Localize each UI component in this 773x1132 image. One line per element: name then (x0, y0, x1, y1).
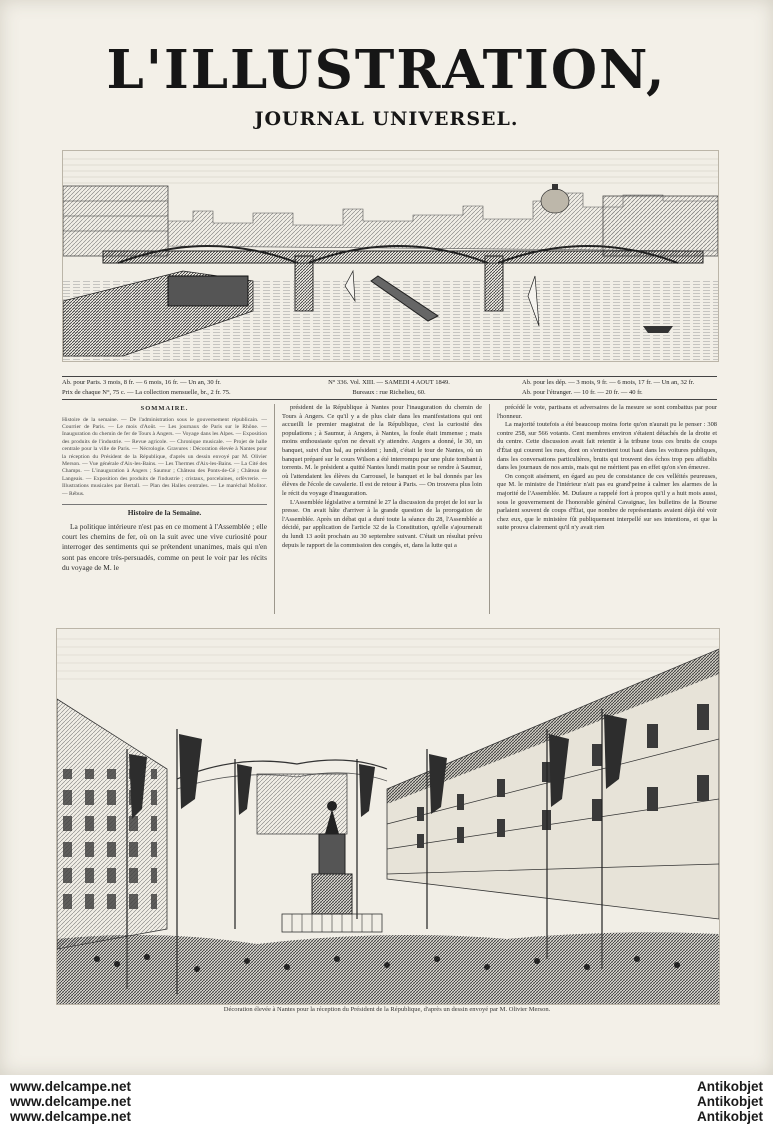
issue-number-date: N° 336. Vol. XIII. — SAMEDI 4 AOUT 1849. (328, 379, 450, 386)
seller-footer (0, 1075, 773, 1132)
column-1 (62, 404, 267, 573)
column-3-paragraph-3: On conçoit aisément, en égard au peu de consistance de ces velléités peureuses, que M. le ministre de l'intérieur n'ait pas eu grand'peine à calmer les alarmes de la majorité de l'Assemblée. M. Dufaure a rappelé fort à propos qu'il y a huit mois aussi, sous le gouvernement de l'honorable général Cavaignac, les bulletins de la Bourse parlaient souvent de coups d'État, que nombre de représentants avaient déjà été voir chez eux, que le ministère fût publiquement interpellé sur ses intentions, et que la suite prouva clairement qu'il n'y avait rien (497, 472, 717, 532)
column-rule (489, 404, 490, 614)
subscription-abroad-prices: Ab. pour l'étranger. — 10 fr. — 20 fr. — 40 fr. (522, 389, 643, 396)
column-3-paragraph-1: précédé le vote, partisans et adversaires de la mesure se sont combattus par pour l'honneur. (497, 404, 717, 420)
nantes-decoration-engraving (56, 628, 720, 1005)
issue-info-strip (62, 376, 717, 400)
footer-left (10, 1079, 131, 1124)
histoire-text: La politique intérieure n'est pas en ce moment à l'Assemblée ; elle court les chemins de fer, où on la suit avec une vive curiosité pour interroger des sentiments qui se prétendent unanimes, mais qui n'en sont pas encore très-persuadés, comme on peut le voir par les récits du voyage de M. le (62, 521, 267, 572)
footer-site-link[interactable]: www.delcampe.net (10, 1094, 132, 1109)
subscription-dep-prices: Ab. pour les dép. — 3 mois, 9 fr. — 6 mois, 17 fr. — Un an, 32 fr. (522, 379, 695, 386)
sommaire-text: Histoire de la semaine. — De l'administration sous le gouvernement républicain. — Courrier de Paris. — Le mois d'Août. — Les journaux de Paris sur le Rhône. — Inauguration du chemin de fer de Tours à Angers. — Voyage dans les Alpes. — Exposition des produits de l'industrie. — Revue agricole. — Chronique musicale. — Projet de halle centrale pour la ville de Paris. — Nécrologie. Gravures : Décoration élevée à Nantes pour la réception du Président de la République, d'après un dessin envoyé par M. Olivier Merson. — Vue générale d'Aix-les-Bains. — Les Thermes d'Aix-les-Bains. — La Cité des Champs. — L'inauguration à Angers ; Saumur ; Château des Ponts-de-Cé ; Château de Langeais. — Exposition des produits de l'industrie ; cristaux, porcelaines, orfèvrerie. — Illustrations musicales par Bertall. — Plan des Halles centrales. — Le maréchal Molitor. — Rébus. (62, 416, 267, 497)
footer-site-link[interactable]: www.delcampe.net (10, 1109, 132, 1124)
issue-price: Prix de chaque N°, 75 c. — La collection mensuelle, br., 2 fr. 75. (62, 389, 231, 396)
subscription-paris (62, 378, 272, 398)
column-2-paragraph-1: président de la République à Nantes pour l'inauguration du chemin de Tours à Angers. Ce qu'il y a de plus clair dans les manifestations qui ont accueilli le premier magistrat de la République, c'est la curiosité des populations ; à Saumur, à Angers, à Nantes, la foule était immense ; mais moins enthousiaste qu'on ne devait s'y attendre. Angers a donné, le 30, un banquet, suivi d'un bal, au président ; lundi, c'était le tour de Nantes, où un banquet préparé sur le cours Wilson a été interrompu par une pluie tombant à torrents. M. le président a quitté Nantes lundi matin pour se rendre à Saumur, où l'attendaient les élèves du Carrousel, le banquet et le bal donnés par les élèves de l'école de cavalerie. Il est de retour à Paris. — On trouvera plus loin le récit du voyage d'inauguration. (282, 404, 482, 497)
column-3-paragraph-2: La majorité toutefois a été beaucoup moins forte qu'on n'aurait pu le penser : 308 contre 258, sur 566 votants. Cent membres environ s'étaient détachés de la droite et du centre. Cette discussion avait fait retentir à la tribune tous ces bruits de coups d'État qui courent les rues, dont on s'entretient tout haut dans les voitures publiques, dans les conversations particulières, bruits qui trouvent des échos trop peu affaiblis dans les journaux de nos amis, mais qui ne méritent pas en effet qu'on s'en émeuve. (497, 421, 717, 472)
masthead-subtitle: JOURNAL UNIVERSEL. (254, 108, 519, 130)
footer-seller-name: Antikobjet (697, 1079, 763, 1094)
column-2-paragraph-2: L'Assemblée législative a terminé le 27 la discussion du projet de loi sur la presse. On avait hâte d'arriver à la grande question de la prorogation de l'Assemblée. Après un débat qui a duré toute la séance du 28, l'Assemblée a décidé, par application de l'article 32 de la Constitution, qu'elle s'ajournerait du lundi 13 août prochain au 30 septembre suivant. C'était un résultat prévu depuis le rapport de la commission des congés, et, dans la lutte qui a (282, 498, 482, 549)
column-rule (274, 404, 275, 614)
sommaire-title: SOMMAIRE. (140, 405, 189, 412)
subscription-paris-prices: Ab. pour Paris. 3 mois, 8 fr. — 6 mois, 16 fr. — Un an, 30 fr. (62, 379, 221, 386)
column-2 (282, 404, 482, 550)
histoire-title: Histoire de la Semaine. (62, 504, 267, 518)
column-3 (497, 404, 717, 533)
office-address: Bureaux : rue Richelieu, 60. (352, 389, 426, 396)
footer-site-link[interactable]: www.delcampe.net (10, 1079, 132, 1094)
square-illustration (57, 629, 719, 1004)
bridge-engraving (62, 150, 719, 362)
illustration-caption: Décoration élevée à Nantes pour la réception du Président de la République, d'après un dessin envoyé par M. Olivier Merson. (223, 1006, 551, 1013)
footer-seller-name: Antikobjet (697, 1109, 763, 1124)
footer-seller-name: Antikobjet (697, 1094, 763, 1109)
bridge-illustration (63, 151, 718, 361)
footer-right (697, 1079, 763, 1124)
masthead-title: L'ILLUSTRATION, (106, 39, 667, 101)
issue-details (284, 378, 494, 398)
subscription-departments (522, 378, 717, 398)
